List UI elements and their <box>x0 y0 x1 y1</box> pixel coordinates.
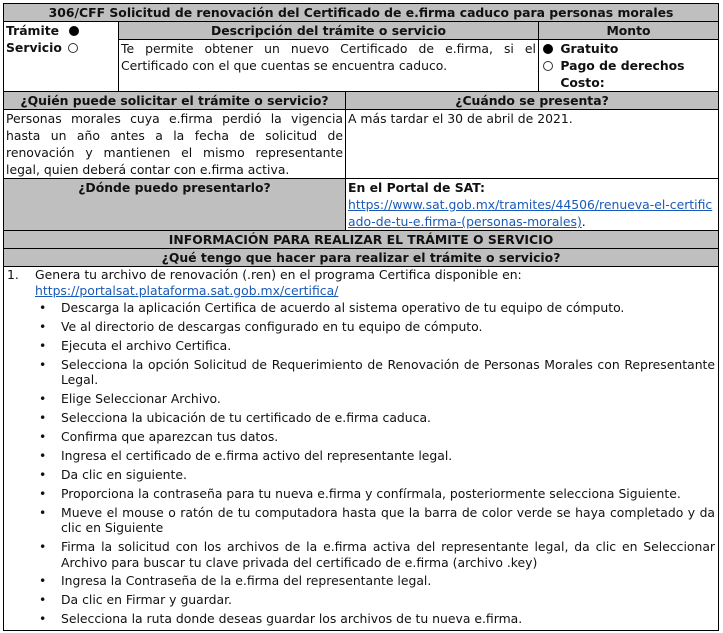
substep-text: Selecciona la opción Solicitud de Requerimiento de Renovación de Personas Morales con Representante Legal. <box>61 356 716 388</box>
substep-text: Selecciona la ubicación de tu certificado de e.firma caduca. <box>61 410 431 426</box>
substep-item <box>4 429 718 445</box>
substep-item <box>4 300 718 316</box>
steps-row <box>4 267 719 631</box>
bullet-icon: • <box>39 318 47 334</box>
substep-text: Ejecuta el archivo Certifica. <box>61 337 232 353</box>
who-when-header-row <box>4 92 719 110</box>
bullet-icon: • <box>39 447 47 463</box>
bullet-icon: • <box>39 504 47 520</box>
bullet-icon: • <box>39 300 47 315</box>
description-header-row <box>4 22 719 40</box>
bullet-icon: • <box>39 410 47 426</box>
radio-selected-icon[interactable] <box>69 26 79 36</box>
substep-text: Firma la solicitud con los archivos de la e.firma activa del representante legal, da clic en Seleccionar Archivo para buscar tu clave privada del certificado de e.firma (archivo .key) <box>61 538 716 570</box>
steps-header-row <box>4 249 719 267</box>
info-header: INFORMACIÓN PARA REALIZAR EL TRÁMITE O SERVICIO <box>4 231 719 249</box>
type-option-tramite[interactable] <box>6 22 116 39</box>
where-row <box>4 179 719 231</box>
radio-empty-icon[interactable] <box>68 43 78 53</box>
substep-text: Selecciona la ruta donde deseas guardar los archivos de tu nueva e.firma. <box>61 611 523 627</box>
where-header: ¿Dónde puedo presentarlo? <box>4 179 346 231</box>
procedure-sheet <box>3 3 718 631</box>
amount-option-paid[interactable] <box>541 57 716 91</box>
bullet-icon: • <box>39 337 47 353</box>
substep-item <box>4 410 718 426</box>
amount-option-label: Pago de derechos Costo: <box>560 58 685 90</box>
substep-item <box>4 539 718 570</box>
radio-selected-icon[interactable] <box>543 44 553 54</box>
description-header: Descripción del trámite o servicio <box>119 22 539 40</box>
bullet-icon: • <box>39 466 47 482</box>
certifica-link[interactable]: https://portalsat.plataforma.sat.gob.mx/certifica/ <box>35 282 339 298</box>
type-option-label: Trámite <box>6 23 60 38</box>
amount-option-free[interactable] <box>541 40 716 57</box>
steps-header: ¿Qué tengo que hacer para realizar el trámite o servicio? <box>4 249 719 267</box>
substep-text: Mueve el mouse o ratón de tu computadora hasta que la barra de color verde se haya completado y da clic en Siguiente <box>61 504 716 536</box>
substep-item <box>4 391 718 407</box>
step-1 <box>4 267 718 298</box>
substep-item <box>4 319 718 335</box>
substep-item <box>4 338 718 354</box>
substep-item <box>4 611 718 627</box>
substep-text: Ingresa el certificado de e.firma activo del representante legal. <box>61 447 453 463</box>
amount-header: Monto <box>539 22 719 40</box>
substep-item <box>4 467 718 483</box>
substep-item <box>4 505 718 536</box>
step-text <box>35 267 718 298</box>
type-selector <box>4 22 119 92</box>
where-label: En el Portal de SAT: <box>348 180 485 195</box>
bullet-icon: • <box>39 356 47 372</box>
substep-text: Descarga la aplicación Certifica de acuerdo al sistema operativo de tu equipo de cómputo. <box>61 300 625 315</box>
substep-text: Ve al directorio de descargas configurado en tu equipo de cómputo. <box>61 318 483 334</box>
substeps-list <box>4 300 718 627</box>
bullet-icon: • <box>39 485 47 501</box>
substep-text: Confirma que aparezcan tus datos. <box>61 428 279 444</box>
substep-item <box>4 486 718 502</box>
substep-text: Da clic en siguiente. <box>61 466 187 482</box>
description-text: Te permite obtener un nuevo Certificado de e.firma, si el Certificado con el que cuentas se encuentra caduco. <box>119 40 539 92</box>
type-option-label: Servicio <box>6 40 62 55</box>
when-text: A más tardar el 30 de abril de 2021. <box>346 110 719 179</box>
amount-options <box>539 40 719 92</box>
bullet-icon: • <box>39 428 47 444</box>
where-content <box>346 179 719 231</box>
substep-item <box>4 448 718 464</box>
who-header: ¿Quién puede solicitar el trámite o servicio? <box>4 92 346 110</box>
bullet-icon: • <box>39 538 47 554</box>
step-number: 1. <box>7 267 19 282</box>
type-option-servicio[interactable] <box>6 39 116 56</box>
steps-content <box>4 267 719 631</box>
amount-option-label: Gratuito <box>560 41 619 56</box>
bullet-icon: • <box>39 391 47 407</box>
substep-text: Ingresa la Contraseña de la e.firma del representante legal. <box>61 573 432 589</box>
sat-portal-link[interactable]: https://www.sat.gob.mx/tramites/44506/renueva-el-certificado-de-tu-e.firma-(personas-morales) <box>348 197 713 229</box>
link-period: . <box>581 214 586 229</box>
steps-list <box>4 267 718 627</box>
substep-item <box>4 573 718 589</box>
substep-text: Da clic en Firmar y guardar. <box>61 592 232 608</box>
bullet-icon: • <box>39 573 47 589</box>
substep-text: Proporciona la contraseña para tu nueva e.firma y confírmala, posteriormente selecciona Siguiente. <box>61 485 681 501</box>
page-title: 306/CFF Solicitud de renovación del Certificado de e.firma caduco para personas morales <box>4 4 719 22</box>
when-header: ¿Cuándo se presenta? <box>346 92 719 110</box>
substep-item <box>4 592 718 608</box>
bullet-icon: • <box>39 592 47 608</box>
who-when-row <box>4 110 719 179</box>
bullet-icon: • <box>39 611 47 627</box>
procedure-form-table <box>3 3 719 631</box>
substep-item <box>4 357 718 388</box>
who-text: Personas morales cuya e.firma perdió la vigencia hasta un año antes a la fecha de solicitud de renovación y mantienen el mismo representante legal, quien deberá contar con e.firma activa. <box>4 110 346 179</box>
title-row <box>4 4 719 22</box>
substep-text: Elige Seleccionar Archivo. <box>61 391 221 407</box>
info-header-row <box>4 231 719 249</box>
step-1-text: Genera tu archivo de renovación (.ren) en el programa Certifica disponible en: <box>35 267 522 282</box>
radio-empty-icon[interactable] <box>543 61 553 71</box>
